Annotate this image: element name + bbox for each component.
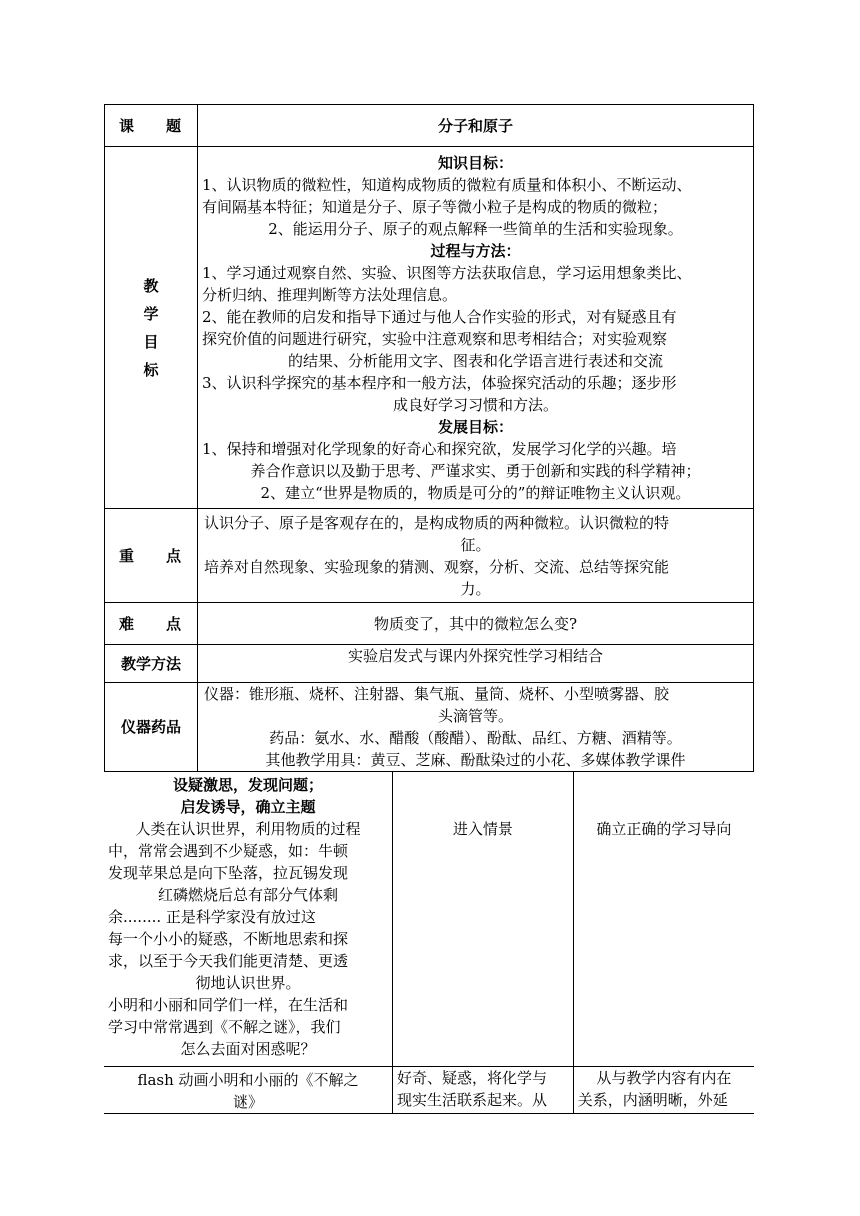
process-goal-line: 1、学习通过观察自然、实验、识图等方法获取信息，学习运用想象类比、 <box>202 263 692 282</box>
subject-row <box>105 105 754 147</box>
process-heading: 设疑激思，发现问题； <box>172 776 323 794</box>
process-row-1 <box>104 772 754 1066</box>
process-goal-line: 探究价值的问题进行研究，实验中注意观察和思考相结合；对实验观察 <box>202 329 668 348</box>
teacher-activity-cell <box>393 772 574 1066</box>
goals-content <box>198 147 754 509</box>
materials-content <box>198 683 754 772</box>
key-points-row <box>105 509 754 603</box>
intent-text-line: 从与教学内容有内在 <box>596 1068 732 1087</box>
knowledge-goal-line: 有间隔基本特征；知道是分子、原子等微小粒子是构成的物质的微粒； <box>202 197 668 216</box>
materials-row <box>105 683 754 772</box>
method-value: 实验启发式与课内外探究性学习相结合 <box>198 645 754 683</box>
key-point-line: 培养对自然现象、实验现象的猜测、观察，分析、交流、总结等探究能 <box>204 557 670 576</box>
process-text-line: 余........ 正是科学家没有放过这 <box>108 908 316 926</box>
reaction-text-line: 好奇、疑惑，将化学与 <box>397 1068 548 1087</box>
process-goal-line: 的结果、分析能用文字、图表和化学语言进行表述和交流 <box>287 351 663 370</box>
materials-label: 仪器药品 <box>105 683 198 772</box>
process-text-line: 学习中常常遇到《不解之谜》，我们 <box>108 1018 341 1036</box>
method-row <box>105 645 754 683</box>
goals-label: 教 学 目 标 <box>105 147 198 509</box>
process-goal-line: 成良好学习习惯和方法。 <box>392 395 558 414</box>
process-activity-cell <box>104 772 393 1066</box>
process-text-line: 红磷燃烧后总有部分气体剩 <box>157 886 338 904</box>
difficulty-value: 物质变了，其中的微粒怎么变? <box>198 603 754 645</box>
process-goal-line: 2、能在教师的启发和指导下通过与他人合作实验的形式，对有疑惑且有 <box>202 307 677 326</box>
process-text-line: 怎么去面对困惑呢？ <box>180 1040 316 1058</box>
process-text-line: 人类在认识世界，利用物质的过程 <box>135 820 361 838</box>
flash-activity-cell <box>104 1066 393 1113</box>
knowledge-goal-line: 1、认识物质的微粒性，知道构成物质的微粒有质量和体积小、不断运动、 <box>202 175 692 194</box>
knowledge-goal-title: 知识目标： <box>437 153 513 172</box>
reaction-text-line: 现实生活联系起来。从 <box>397 1090 548 1109</box>
subject-value: 分子和原子 <box>198 105 754 147</box>
knowledge-goal-line: 2、能运用分子、原子的观点解释一些简单的生活和实验现象。 <box>268 219 683 238</box>
process-row-2 <box>104 1066 754 1113</box>
materials-line: 其他教学用具：黄豆、芝麻、酚酞染过的小花、多媒体教学课件 <box>265 751 686 769</box>
lesson-info-table <box>104 104 754 772</box>
flash-text-line: flash 动画小明和小丽的《不解之 <box>137 1070 359 1089</box>
key-point-line: 认识分子、原子是客观存在的，是构成物质的两种微粒。认识微粒的特 <box>204 513 670 532</box>
process-goal-title: 过程与方法： <box>430 241 521 260</box>
key-point-line: 力。 <box>460 579 491 598</box>
subject-label: 课 题 <box>105 105 198 147</box>
key-points-content <box>198 509 754 603</box>
development-goal-line: 2、建立“世界是物质的，物质是可分的”的辩证唯物主义认识观。 <box>260 483 691 502</box>
process-text-line: 发现苹果总是向下坠落，拉瓦锡发现 <box>108 864 349 882</box>
intent-continued-cell <box>573 1066 754 1113</box>
key-point-line: 征。 <box>460 535 491 554</box>
materials-line: 仪器：锥形瓶、烧杯、注射器、集气瓶、量筒、烧杯、小型喷雾器、胶 <box>204 685 670 703</box>
goals-row <box>105 147 754 509</box>
development-goal-title: 发展目标： <box>437 417 513 436</box>
intent-text-line: 关系，内涵明晰，外延 <box>577 1090 728 1109</box>
process-goal-line: 3、认识科学探究的基本程序和一般方法，体验探究活动的乐趣；逐步形 <box>202 373 677 392</box>
materials-line: 头滴管等。 <box>437 707 513 725</box>
teacher-activity-text: 进入情景 <box>452 820 513 838</box>
design-intent-cell <box>573 772 754 1066</box>
teaching-process-table <box>104 772 754 1114</box>
process-heading: 启发诱导，确立主题 <box>180 798 316 816</box>
method-label: 教学方法 <box>105 645 198 683</box>
difficulty-label: 难 点 <box>105 603 198 645</box>
process-text-line: 中，常常会遇到不少疑惑，如：牛顿 <box>108 842 349 860</box>
student-reaction-cell <box>393 1066 574 1113</box>
process-text-line: 彻地认识世界。 <box>195 974 301 992</box>
process-text-line: 求，以至于今天我们能更清楚、更透 <box>108 952 349 970</box>
design-intent-text: 确立正确的学习导向 <box>596 820 732 838</box>
flash-text-line: 谜》 <box>232 1092 263 1111</box>
process-text-line: 每一个小小的疑惑，不断地思索和探 <box>108 930 349 948</box>
difficulty-row <box>105 603 754 645</box>
development-goal-line: 1、保持和增强对化学现象的好奇心和探究欲，发展学习化学的兴趣。培 <box>202 439 677 458</box>
materials-line: 药品：氨水、水、醋酸（酸醋）、酚酞、品红、方糖、酒精等。 <box>269 729 682 747</box>
development-goal-line: 养合作意识以及勤于思考、严谨求实、勇于创新和实践的科学精神； <box>250 461 701 480</box>
process-goal-line: 分析归纳、推理判断等方法处理信息。 <box>202 285 458 304</box>
process-text-line: 小明和小丽和同学们一样，在生活和 <box>108 996 349 1014</box>
key-points-label: 重 点 <box>105 509 198 603</box>
